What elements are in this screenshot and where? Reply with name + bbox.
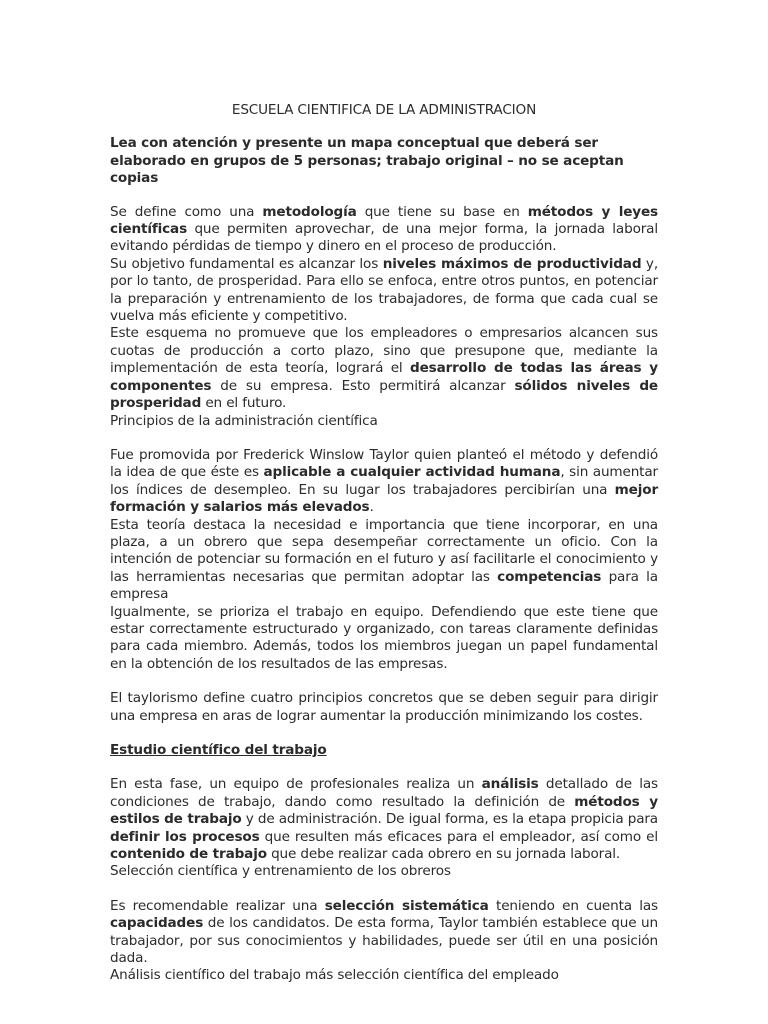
paragraph-study-phase: En esta fase, un equipo de profesionales realiza un análisis detallado de las condiciones de trabajo, dando como resultado la definición de métodos y estilos de trabajo y de administración. De igual forma, es la etapa propicia para definir los procesos que resulten más eficaces para el empleador, así como el contenido de trabajo que debe realizar cada obrero en su jornada laboral. bbox=[110, 776, 658, 863]
assignment-instructions: Lea con atención y presente un mapa conceptual que deberá ser elaborado en grupos de 5 personas; trabajo original – no se aceptan copias bbox=[110, 135, 624, 187]
paragraph-taylorism: El taylorismo define cuatro principios concretos que se deben seguir para dirigir una empresa en aras de lograr aumentar la producción minimizando los costes. bbox=[110, 690, 658, 724]
paragraph-teamwork: Igualmente, se prioriza el trabajo en equipo. Defendiendo que este tiene que estar correctamente estructurado y organizado, con tareas claramente definidas para cada miembro. Además, todos los miembros juegan un papel fundamental en la obtención de los resultados de las empresas. bbox=[110, 603, 658, 672]
paragraph-selection: Es recomendable realizar una selección sistemática teniendo en cuenta las capacidades de los candidatos. De esta forma, Taylor también establece que un trabajador, por sus conocimientos y habilidades, puede ser útil en una posición dada. bbox=[110, 897, 658, 967]
paragraph-taylor: Fue promovida por Frederick Winslow Taylor quien planteó el método y defendió la idea de que éste es aplicable a cualquier actividad humana, sin aumentar los índices de desempleo. En su lugar los trabajadores percibirían una mejor formación y salarios más elevados. bbox=[110, 446, 658, 516]
subheading-principles: Principios de la administración científica bbox=[110, 412, 378, 429]
paragraph-scheme: Este esquema no promueve que los empleadores o empresarios alcancen sus cuotas de producción a corto plazo, sino que presupone que, mediante la implementación de esta teoría, logrará el desarrollo de todas las áreas y componentes de su empresa. Esto permitirá alcanzar sólidos niveles de prosperidad en el futuro. bbox=[110, 325, 658, 412]
paragraph-objective: Su objetivo fundamental es alcanzar los niveles máximos de productividad y, por lo tanto, de prosperidad. Para ello se enfoca, entre otros puntos, en potenciar la preparación y entrenamiento de los trabajadores, de forma que cada cual se vuelva más eficiente y competitivo. bbox=[110, 255, 658, 325]
paragraph-theory: Esta teoría destaca la necesidad e importancia que tiene incorporar, en una plaza, a un obrero que sepa desempeñar correctamente un oficio. Con la intención de potenciar su formación en el futuro y así facilitarle el conocimiento y las herramientas necesarias que permitan adoptar las competencias para la empresa bbox=[110, 516, 658, 603]
subheading-analysis: Análisis científico del trabajo más selección científica del empleado bbox=[110, 967, 559, 984]
document-title: ESCUELA CIENTIFICA DE LA ADMINISTRACION bbox=[231, 102, 537, 118]
document-page bbox=[110, 102, 658, 985]
paragraph-definition: Se define como una metodología que tiene su base en métodos y leyes científicas que permiten aprovechar, de una mejor forma, la jornada laboral evitando pérdidas de tiempo y dinero en el proceso de producción. bbox=[110, 203, 658, 255]
subheading-selection: Selección científica y entrenamiento de los obreros bbox=[110, 863, 451, 880]
section-heading-study: Estudio científico del trabajo bbox=[110, 742, 327, 758]
